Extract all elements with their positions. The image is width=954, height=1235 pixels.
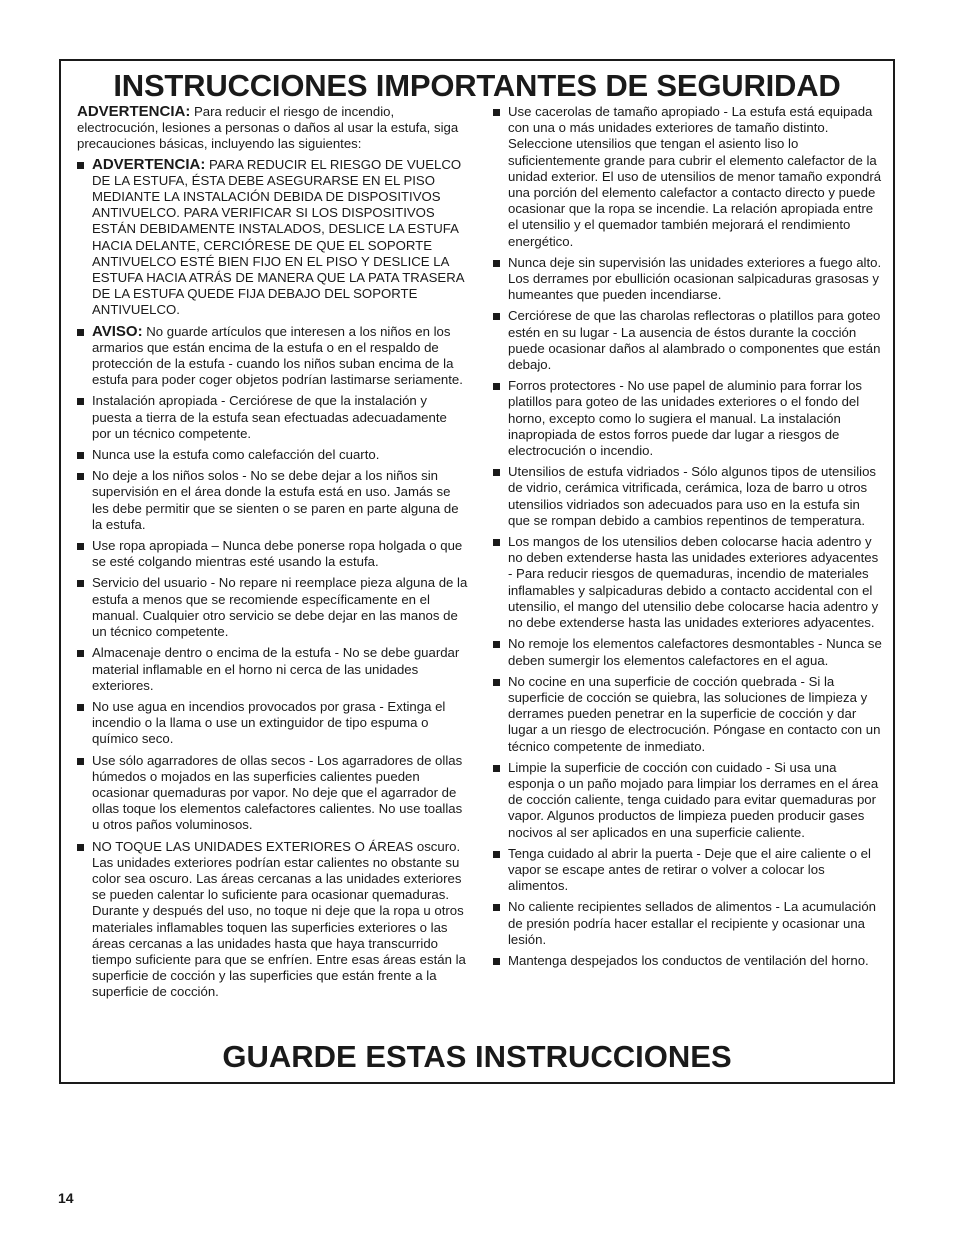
item-text: Use sólo agarradores de ollas secos - Los agarradores de ollas húmedos o mojados en las superficies calientes pueden ocasionar quemaduras por vapor. No deje que el agarrador de ollas toque los elementos calefactores calientes. No use toallas u otros paños voluminosos. [92, 752, 463, 833]
item-text: Almacenaje dentro o encima de la estufa - No se debe guardar material inflamable en el horno ni cerca de las unidades exteriores. [92, 645, 460, 693]
item-text: Instalación apropiada - Cerciórese de que la instalación y puesta a tierra de la estufa sean efectuadas adecuadamente por un técnico competente. [92, 393, 447, 441]
bullet-icon [493, 904, 500, 911]
safety-box [59, 59, 895, 1084]
item-text: No use agua en incendios provocados por grasa - Extinga el incendio o la llama o use un extinguidor de tipo espuma o químico seco. [92, 698, 446, 747]
intro-paragraph [77, 104, 469, 153]
list-item [77, 468, 469, 533]
bullet-icon [493, 469, 500, 476]
bullet-icon [493, 958, 500, 965]
bullet-icon [77, 329, 84, 336]
list-item [493, 378, 883, 459]
item-text: PARA REDUCIR EL RIESGO DE VUELCO DE LA ESTUFA, ÉSTA DEBE ASEGURARSE EN EL PISO MEDIANTE LA INSTALACIÓN DEBIDA DE DISPOSITIVOS ANTIVUELCO. PARA VERIFICAR SI LOS DISPOSITIVOS ESTÁN DEBIDAMENTE INSTALADOS, DESLICE LA ESTUFA HACIA DELANTE, CERCIÓRESE DE QUE EL SOPORTE ANTIVUELCO ESTÉ BIEN FIJO EN EL PISO Y DESLICE LA ESTUFA HACIA ATRÁS DE MANERA QUE LA PATA TRASERA DE LA ESTUFA QUEDE FIJA DEBAJO DEL SOPORTE ANTIVUELCO. [92, 156, 464, 318]
bullet-icon [77, 758, 84, 765]
list-item [77, 157, 469, 319]
item-text: Tenga cuidado al abrir la puerta - Deje que el aire caliente o el vapor se escape antes de retirar o volver a colocar los alimentos. [508, 845, 871, 894]
bullet-icon [493, 109, 500, 116]
item-text: Use cacerolas de tamaño apropiado - La estufa está equipada con una o más unidades exteriores de tamaño distinto. Seleccione utensilios que tengan el asiento liso lo suficientemente grande para cubrir el elemento calefactor de la unidad exterior. El uso de utensilios de menor tamaño expondrá una porción del elemento calefactor a contacto directo y puede ocasionar que la ropa se incendie. La relación apropiada entre el utensilio y el quemador también mejorará el rendimiento energético. [508, 104, 882, 249]
item-text: Forros protectores - No use papel de aluminio para forrar los platillos para goteo de las unidades exteriores o el fondo del horno, excepto como lo sugiera el manual. La instalación inapropiada de estos forros puede dar lugar a riesgos de electrocución o incendio. [508, 378, 863, 459]
list-item [77, 324, 469, 389]
right-column [493, 104, 883, 974]
item-text: Servicio del usuario - No repare ni reemplace pieza alguna de la estufa a menos que se recomiende específicamente en el manual. Cualquier otro servicio se debe dejar en las manos de un técnico competente. [92, 575, 468, 640]
item-text: No deje a los niños solos - No se debe dejar a los niños sin supervisión en el área donde la estufa está en uso. Jamás se les debe permitir que se sienten o se paren en parte alguna de la estufa. [92, 468, 459, 532]
bullet-icon [493, 383, 500, 390]
list-item [77, 699, 469, 748]
bullet-icon [493, 765, 500, 772]
list-item [493, 464, 883, 529]
item-label: ADVERTENCIA: [92, 155, 206, 173]
bullet-icon [77, 844, 84, 851]
item-text: No remoje los elementos calefactores desmontables - Nunca se deben sumergir los elementos calefactores en el agua. [508, 636, 882, 668]
intro-text: Para reducir el riesgo de incendio, electrocución, lesiones a personas o daños al usar la estufa, siga precauciones básicas, incluyendo las siguientes: [77, 104, 459, 152]
item-text: No caliente recipientes sellados de alimentos - La acumulación de presión podría hacer estallar el recipiente y ocasionar una lesión. [508, 899, 876, 947]
bullet-icon [77, 398, 84, 405]
list-item [77, 393, 469, 442]
list-item [493, 308, 883, 373]
list-item [493, 255, 883, 304]
item-label: AVISO: [92, 322, 143, 340]
list-item [493, 760, 883, 841]
bullet-icon [77, 452, 84, 459]
item-text: No cocine en una superficie de cocción quebrada - Si la superficie de cocción se quiebra, las soluciones de limpieza y derrames pueden penetrar en la superficie de cocción y dar lugar a un riesgo de electrocución. Póngase en contacto con un técnico competente de inmediato. [508, 673, 881, 754]
list-item [493, 104, 883, 250]
page-title: INSTRUCCIONES IMPORTANTES DE SEGURIDAD [113, 68, 841, 103]
bullet-icon [493, 641, 500, 648]
list-item [493, 674, 883, 755]
item-text: Cerciórese de que las charolas reflectoras o platillos para goteo estén en su lugar - La ausencia de éstos durante la cocción puede ocasionar daños al alambrado o componentes que están debajo. [508, 308, 881, 373]
bullet-icon [77, 704, 84, 711]
bullet-icon [493, 313, 500, 320]
bullet-icon [77, 650, 84, 657]
list-item [493, 846, 883, 895]
bullet-icon [77, 580, 84, 587]
page-number: 14 [58, 1190, 74, 1206]
list-item [493, 953, 883, 969]
left-list [77, 157, 469, 1001]
bullet-icon [77, 162, 84, 169]
list-item [77, 753, 469, 834]
list-item [493, 534, 883, 631]
bullet-icon [493, 260, 500, 267]
item-text: Use ropa apropiada – Nunca debe ponerse ropa holgada o que se esté colgando mientras esté usando la estufa. [92, 538, 463, 570]
list-item [493, 899, 883, 948]
list-item [77, 839, 469, 1001]
bullet-icon [493, 679, 500, 686]
bullet-icon [77, 543, 84, 550]
item-text: NO TOQUE LAS UNIDADES EXTERIORES O ÁREAS oscuro. Las unidades exteriores podrían estar calientes no obstante su color sea oscuro. Las áreas cercanas a las unidades exteriores se pueden calentar lo suficiente para ocasionar quemaduras. Durante y después del uso, no toque ni deje que la ropa u otros materiales inflamables toquen las superficies exteriores o las áreas cercanas a las unidades hasta que haya transcurrido tiempo suficiente para que se enfríen. Entre esas áreas están la superficie de cocción y las superficies que están frente a la superficie de cocción. [92, 838, 466, 1000]
item-text: Nunca use la estufa como calefacción del cuarto. [92, 447, 380, 463]
item-text: Utensilios de estufa vidriados - Sólo algunos tipos de utensilios de vidrio, cerámica vitrificada, cerámica, loza de barro u otros utensilios vidriados son adecuados para uso en la estufa sin que se rompan debido a cambios repentinos de temperatura. [508, 464, 876, 528]
list-item [77, 447, 469, 463]
item-text: Mantenga despejados los conductos de ventilación del horno. [508, 952, 869, 968]
item-text: Limpie la superficie de cocción con cuidado - Si usa una esponja o un paño mojado para limpiar los derrames en el área de cocción caliente, tenga cuidado para evitar quemaduras por vapor. Algunos productos de limpieza pueden producir gases nocivos al ser aplicados en una superficie caliente. [508, 759, 879, 840]
item-text: No guarde artículos que interesen a los niños en los armarios que están encima de la estufa o en el respaldo de protección de la estufa - cuando los niños suban encima de la estufa para poder coger objetos podrían lastimarse seriamente. [92, 323, 463, 388]
list-item [77, 538, 469, 570]
intro-label: ADVERTENCIA: [77, 103, 191, 120]
list-item [77, 575, 469, 640]
item-text: Nunca deje sin supervisión las unidades exteriores a fuego alto. Los derrames por ebullición ocasionan salpicaduras grasosas y humeantes que pueden incendiarse. [508, 254, 882, 303]
list-item [77, 645, 469, 694]
save-instructions-title: GUARDE ESTAS INSTRUCCIONES [222, 1039, 732, 1074]
list-item [493, 636, 883, 668]
item-text: Los mangos de los utensilios deben colocarse hacia adentro y no deben extenderse hasta las unidades exteriores adyacentes - Para reducir riesgos de quemaduras, incendio de materiales inflamables y salpicaduras debido a contacto accidental con el utensilio, el mango del utensilio debe colocarse hacia adentro y no debe extenderse hasta las unidades exteriores adyacentes. [508, 534, 879, 631]
right-list [493, 104, 883, 969]
bullet-icon [493, 539, 500, 546]
bullet-icon [77, 473, 84, 480]
bullet-icon [493, 851, 500, 858]
left-column [77, 104, 469, 1006]
